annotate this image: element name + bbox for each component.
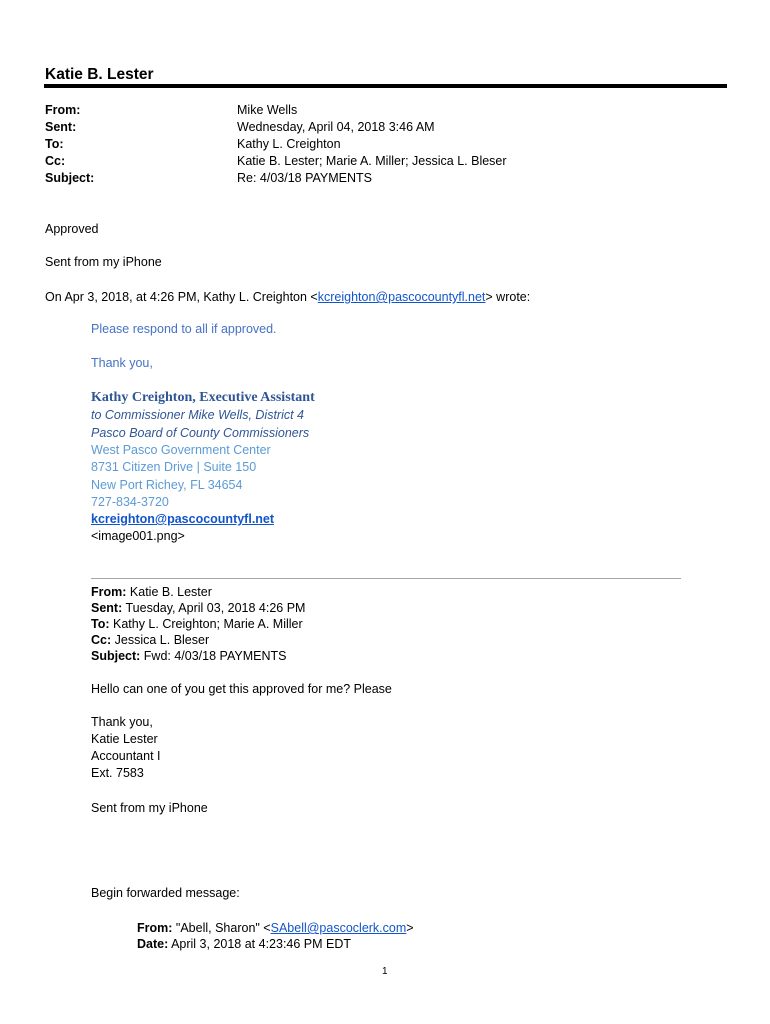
forward-request: Hello can one of you get this approved for me? Please <box>91 682 392 696</box>
forwarded-from-prefix: "Abell, Sharon" < <box>175 921 271 935</box>
header-to-label: To: <box>45 137 64 151</box>
forward-cc-label: Cc: <box>91 633 112 647</box>
forward-sig-ext: Ext. 7583 <box>91 766 144 780</box>
signature-role: to Commissioner Mike Wells, District 4 <box>91 408 305 422</box>
forward-from-value: Katie B. Lester <box>129 585 212 599</box>
quoted-thanks: Thank you, <box>91 356 153 370</box>
header-subject-value: Re: 4/03/18 PAYMENTS <box>237 171 373 185</box>
forwarded-date-value: April 3, 2018 at 4:23:46 PM EDT <box>171 937 352 951</box>
wrote-prefix: On Apr 3, 2018, at 4:26 PM, Kathy L. Creighton < <box>45 290 318 304</box>
page-number: 1 <box>382 966 388 977</box>
forwarded-date-label: Date: <box>137 937 169 951</box>
header-from-value: Mike Wells <box>237 103 298 117</box>
header-sent-label: Sent: <box>45 120 77 134</box>
forward-to-value: Kathy L. Creighton; Marie A. Miller <box>113 617 303 631</box>
signature-attachment: <image001.png> <box>91 529 185 543</box>
signature-name: Kathy Creighton, Executive Assistant <box>91 390 315 405</box>
body-sent-from: Sent from my iPhone <box>45 255 162 269</box>
signature-email-link[interactable]: kcreighton@pascocountyfl.net <box>91 512 275 526</box>
header-cc-value: Katie B. Lester; Marie A. Miller; Jessica L. Bleser <box>237 154 507 168</box>
signature-address1: 8731 Citizen Drive | Suite 150 <box>91 460 257 474</box>
signature-board: Pasco Board of County Commissioners <box>91 426 310 440</box>
forward-sig-title: Accountant I <box>91 749 161 763</box>
signature-address2: New Port Richey, FL 34654 <box>91 478 243 492</box>
header-to-value: Kathy L. Creighton <box>237 137 341 151</box>
header-rule <box>44 84 727 88</box>
header-cc-label: Cc: <box>45 154 66 168</box>
forwarded-from-suffix: > <box>406 921 414 935</box>
quoted-respond: Please respond to all if approved. <box>91 322 277 336</box>
body-approved: Approved <box>45 222 99 236</box>
forward-to-label: To: <box>91 617 110 631</box>
quote-divider <box>91 578 681 579</box>
owner-name: Katie B. Lester <box>45 66 154 83</box>
forward-sent <box>91 601 305 615</box>
forward-sent-from: Sent from my iPhone <box>91 801 208 815</box>
forward-subject <box>91 649 286 663</box>
forward-sent-label: Sent: <box>91 601 123 615</box>
wrote-suffix: > wrote: <box>485 290 531 304</box>
forward-from-label: From: <box>91 585 127 599</box>
forwarded-from-label: From: <box>137 921 173 935</box>
wrote-email-link[interactable]: kcreighton@pascocountyfl.net <box>317 290 486 304</box>
forwarded-from <box>137 921 414 935</box>
forwarded-date <box>137 937 351 951</box>
signature-phone: 727-834-3720 <box>91 495 169 509</box>
forward-subject-value: Fwd: 4/03/18 PAYMENTS <box>143 649 287 663</box>
forward-to <box>91 617 303 631</box>
header-subject-label: Subject: <box>45 171 95 185</box>
forward-subject-label: Subject: <box>91 649 141 663</box>
forward-cc-value: Jessica L. Bleser <box>114 633 210 647</box>
forward-from <box>91 585 212 599</box>
forwarded-from-email-link[interactable]: SAbell@pascoclerk.com <box>270 921 407 935</box>
body-wrote-line <box>45 290 530 304</box>
forward-sent-value: Tuesday, April 03, 2018 4:26 PM <box>125 601 306 615</box>
signature-office: West Pasco Government Center <box>91 443 271 457</box>
header-sent-value: Wednesday, April 04, 2018 3:46 AM <box>237 120 435 134</box>
header-from-label: From: <box>45 103 81 117</box>
forward-cc <box>91 633 209 647</box>
forward-begin: Begin forwarded message: <box>91 886 240 900</box>
forward-thanks: Thank you, <box>91 715 153 729</box>
forward-sig-name: Katie Lester <box>91 732 158 746</box>
